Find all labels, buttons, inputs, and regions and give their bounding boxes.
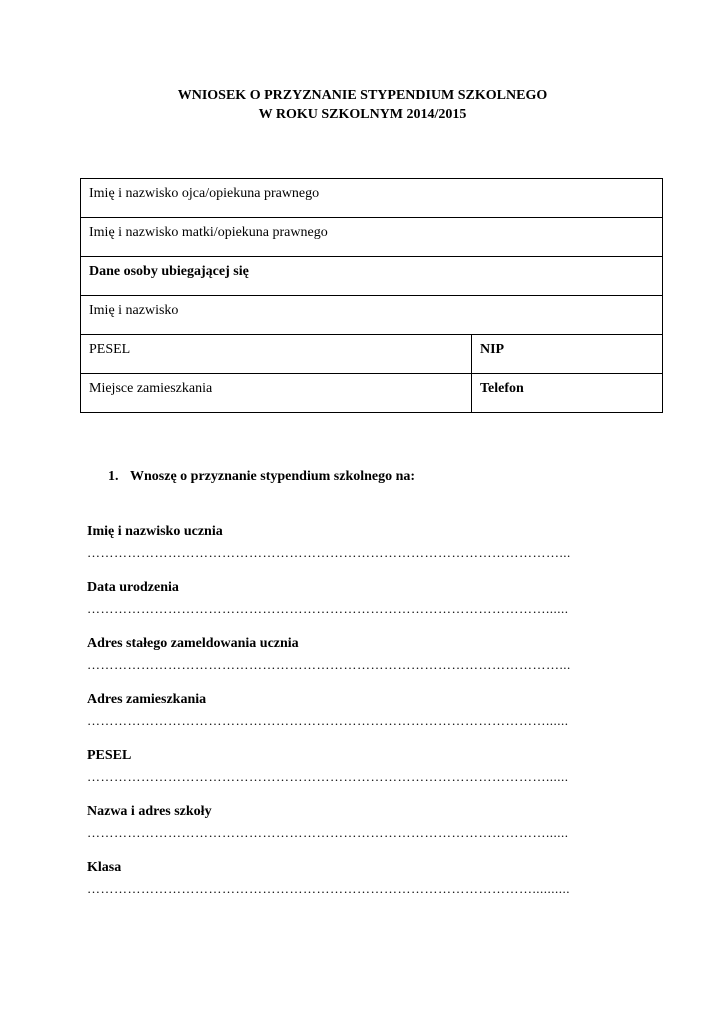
residence-address-field bbox=[87, 689, 647, 731]
field-fill-line[interactable]: ……………………………………………………………………………………………... bbox=[87, 657, 571, 672]
birth-date-field bbox=[87, 577, 647, 619]
field-label: Klasa bbox=[87, 860, 122, 875]
form-title-line1: WNIOSEK O PRZYZNANIE STYPENDIUM SZKOLNEGO bbox=[177, 88, 548, 103]
mother-name-cell[interactable]: Imię i nazwisko matki/opiekuna prawnego bbox=[81, 218, 663, 257]
field-fill-line[interactable]: …………………………………………………………………………………………...... bbox=[87, 713, 569, 728]
applicant-name-cell[interactable]: Imię i nazwisko bbox=[81, 296, 663, 335]
field-label: Imię i nazwisko ucznia bbox=[87, 524, 223, 539]
applicant-header-cell: Dane osoby ubiegającej się bbox=[81, 257, 663, 296]
field-fill-line[interactable]: ……………………………………………………………………………………….......... bbox=[87, 881, 570, 896]
field-fill-line[interactable]: …………………………………………………………………………………………...... bbox=[87, 769, 569, 784]
parent-applicant-table bbox=[80, 178, 663, 413]
field-fill-line[interactable]: …………………………………………………………………………………………...... bbox=[87, 825, 569, 840]
field-label: Data urodzenia bbox=[87, 580, 179, 595]
pesel-cell[interactable]: PESEL bbox=[81, 335, 472, 374]
residence-cell[interactable]: Miejsce zamieszkania bbox=[81, 374, 472, 413]
school-field bbox=[87, 801, 647, 843]
student-name-field bbox=[87, 521, 647, 563]
section-heading bbox=[108, 469, 415, 485]
field-label: PESEL bbox=[87, 748, 132, 763]
father-name-cell[interactable]: Imię i nazwisko ojca/opiekuna prawnego bbox=[81, 179, 663, 218]
section-text: Wnoszę o przyznanie stypendium szkolnego na: bbox=[130, 469, 416, 484]
class-field bbox=[87, 857, 647, 899]
field-label: Adres stałego zameldowania ucznia bbox=[87, 636, 299, 651]
form-title-line2: W ROKU SZKOLNYM 2014/2015 bbox=[258, 107, 467, 122]
field-label: Adres zamieszkania bbox=[87, 692, 207, 707]
registered-address-field bbox=[87, 633, 647, 675]
phone-cell[interactable]: Telefon bbox=[472, 374, 663, 413]
field-label: Nazwa i adres szkoły bbox=[87, 804, 212, 819]
field-fill-line[interactable]: ……………………………………………………………………………………………... bbox=[87, 545, 571, 560]
section-number: 1. bbox=[108, 469, 119, 484]
student-pesel-field bbox=[87, 745, 647, 787]
form-title bbox=[0, 86, 725, 124]
field-fill-line[interactable]: …………………………………………………………………………………………...... bbox=[87, 601, 569, 616]
nip-cell[interactable]: NIP bbox=[472, 335, 663, 374]
